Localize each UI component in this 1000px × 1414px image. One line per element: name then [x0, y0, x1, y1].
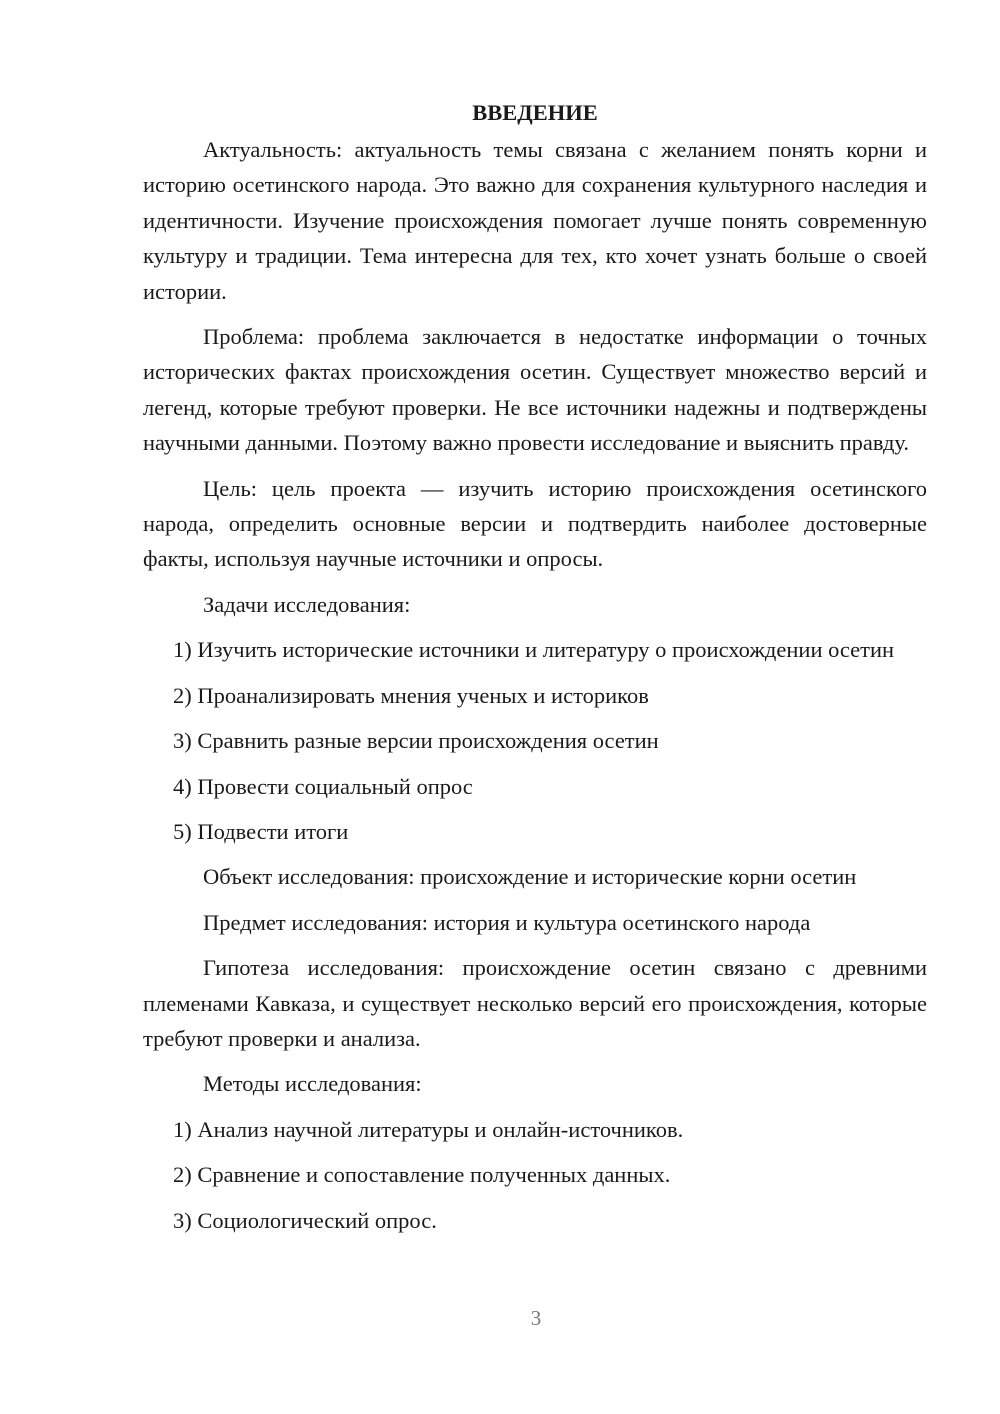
tasks-heading: Задачи исследования: [203, 591, 411, 617]
methods-heading: Методы исследования: [203, 1071, 422, 1097]
task-item-2: 2) Проанализировать мнения ученых и историков [173, 682, 649, 708]
method-item-1: 1) Анализ научной литературы и онлайн-источников. [173, 1116, 684, 1142]
section-title: ВВЕДЕНИЕ [472, 100, 598, 125]
hypothesis-paragraph: Гипотеза исследования: происхождение осетин связано с древними племенами Кавказа, и существует несколько версий его происхождения, которые требуют проверки и анализа. [143, 955, 927, 1051]
task-item-4: 4) Провести социальный опрос [173, 773, 473, 799]
research-subject: Предмет исследования: история и культура осетинского народа [203, 909, 811, 935]
research-object: Объект исследования: происхождение и исторические корни осетин [203, 864, 857, 890]
task-item-5: 5) Подвести итоги [173, 818, 349, 844]
method-item-3: 3) Социологический опрос. [173, 1207, 437, 1233]
page-content [143, 95, 927, 1248]
page-number: 3 [530, 1306, 542, 1330]
problem-paragraph: Проблема: проблема заключается в недостатке информации о точных исторических фактах происхождения осетин. Существует множество версий и легенд, которые требуют проверки. Не все источники надежны и подтверждены научными данными. Поэтому важно провести исследование и выяснить правду. [143, 324, 927, 456]
method-item-2: 2) Сравнение и сопоставление полученных данных. [173, 1162, 671, 1188]
goal-paragraph: Цель: цель проекта — изучить историю происхождения осетинского народа, определить основные версии и подтвердить наиболее достоверные факты, используя научные источники и опросы. [143, 475, 927, 572]
relevance-paragraph: Актуальность: актуальность темы связана с желанием понять корни и историю осетинского народа. Это важно для сохранения культурного наследия и идентичности. Изучение происхождения помогает лучше понять современную культуру и традиции. Тема интересна для тех, кто хочет узнать больше о своей истории. [143, 137, 927, 304]
task-item-3: 3) Сравнить разные версии происхождения осетин [173, 728, 659, 754]
task-item-1: 1) Изучить исторические источники и литературу о происхождении осетин [173, 637, 895, 663]
